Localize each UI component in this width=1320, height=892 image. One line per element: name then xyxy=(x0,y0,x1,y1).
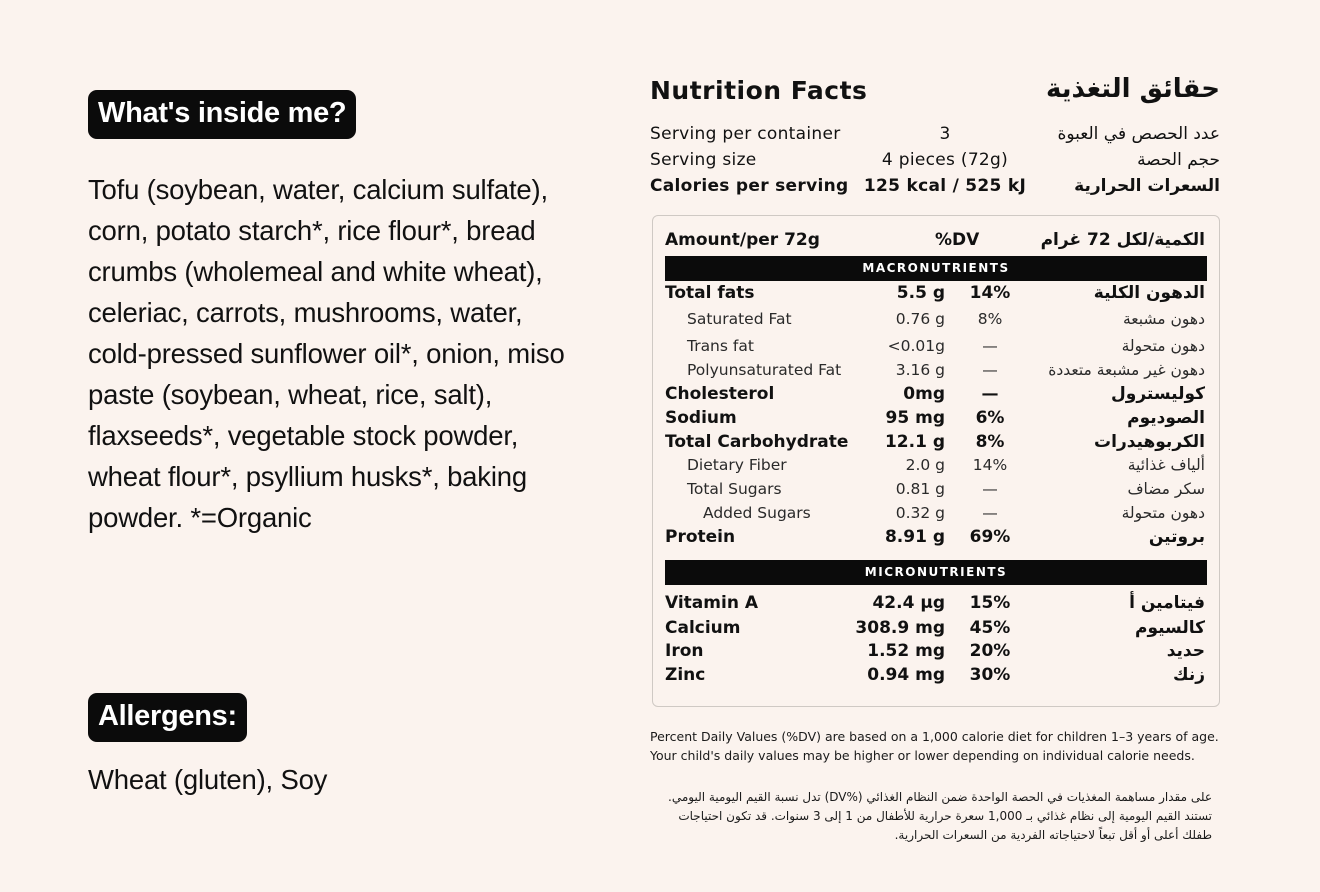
serving-label: Serving size xyxy=(650,150,757,170)
nutrition-header xyxy=(650,72,1220,112)
nutrient-name-ar: كوليسترول xyxy=(1111,384,1205,404)
macronutrients-band: MACRONUTRIENTS xyxy=(665,256,1207,281)
nutrient-name-ar: بروتين xyxy=(1148,527,1205,547)
nutrient-amount: 5.5 g xyxy=(896,283,945,303)
nutrient-dv: 30% xyxy=(969,665,1011,685)
nutrient-amount: 0.94 mg xyxy=(867,665,945,685)
table-header xyxy=(665,230,1205,252)
nutrient-row xyxy=(665,432,1205,456)
nutrient-name: Iron xyxy=(665,641,704,661)
serving-row xyxy=(650,174,1220,200)
nutrient-name: Polyunsaturated Fat xyxy=(687,361,842,379)
nutrient-name: Total Carbohydrate xyxy=(665,432,849,452)
nutrient-name-ar: الكربوهيدرات xyxy=(1094,432,1205,452)
allergens-heading: Allergens: xyxy=(88,693,247,742)
nutrient-dv: — xyxy=(982,361,998,379)
nutrient-dv: 14% xyxy=(972,456,1008,474)
nutrient-dv: 69% xyxy=(969,527,1011,547)
nutrient-dv: 14% xyxy=(969,283,1011,303)
footnote-en: Percent Daily Values (%DV) are based on a 1,000 calorie diet for children 1–3 years of age. Your child's daily values may be higher or lower depending on individual calorie needs. xyxy=(650,729,1219,763)
nutrient-row xyxy=(665,480,1205,504)
nutrient-name: Protein xyxy=(665,527,736,547)
nutrient-dv: — xyxy=(982,337,998,355)
nutrient-name-ar: حديد xyxy=(1166,641,1205,661)
amount-header: Amount/per 72g xyxy=(665,230,820,250)
nutrition-title-ar: حقائق التغذية xyxy=(1046,74,1220,104)
nutrient-amount: 8.91 g xyxy=(884,527,945,547)
nutrient-row xyxy=(665,593,1205,617)
nutrient-name: Total fats xyxy=(665,283,755,303)
serving-info xyxy=(650,122,1220,200)
allergens-section xyxy=(88,693,327,796)
nutrient-name: Sodium xyxy=(665,408,737,428)
whats-inside-heading: What's inside me? xyxy=(88,90,356,139)
nutrient-name: Calcium xyxy=(665,618,741,638)
nutrient-name-ar: دهون متحولة xyxy=(1121,504,1205,522)
nutrient-name-ar: الصوديوم xyxy=(1127,408,1205,428)
nutrient-dv: — xyxy=(982,480,998,498)
nutrient-amount: 3.16 g xyxy=(895,361,945,379)
nutrient-amount: 0.81 g xyxy=(895,480,945,498)
serving-value: 3 xyxy=(939,124,951,144)
nutrient-name: Cholesterol xyxy=(665,384,775,404)
serving-row xyxy=(650,122,1220,148)
serving-row xyxy=(650,148,1220,174)
nutrient-row xyxy=(665,665,1205,689)
nutrition-facts-panel xyxy=(650,72,1220,685)
nutrient-name: Zinc xyxy=(665,665,706,685)
nutrient-dv: 8% xyxy=(977,310,1003,328)
ingredients-text: Tofu (soybean, water, calcium sulfate), corn, potato starch*, rice flour*, bread crumbs (wholemeal and white wheat), celeriac, carrots, mushrooms, water, cold-pressed sunflower oil*, onion, miso paste (soybean, wheat, rice, salt), flaxseeds*, vegetable stock powder, wheat flour*, psyllium husks*, baking powder. *=Organic xyxy=(88,174,565,533)
nutrient-name-ar: الدهون الكلية xyxy=(1093,283,1205,303)
nutrient-name: Saturated Fat xyxy=(687,310,792,328)
nutrient-row xyxy=(665,384,1205,408)
nutrient-name-ar: دهون متحولة xyxy=(1121,337,1205,355)
nutrient-row xyxy=(665,527,1205,551)
nutrient-amount: 12.1 g xyxy=(884,432,945,452)
nutrient-amount: <0.01g xyxy=(887,337,945,355)
amount-header-ar: الكمية/لكل 72 غرام xyxy=(1040,230,1205,250)
nutrient-dv: — xyxy=(982,504,998,522)
serving-label-ar: حجم الحصة xyxy=(1137,150,1220,170)
nutrient-name-ar: سكر مضاف xyxy=(1127,480,1205,498)
ingredients-section xyxy=(88,90,588,538)
serving-value: 125 kcal / 525 kJ xyxy=(863,176,1027,196)
nutrient-name: Total Sugars xyxy=(687,480,782,498)
nutrient-amount: 0.32 g xyxy=(895,504,945,522)
serving-label-ar: السعرات الحرارية xyxy=(1074,176,1220,196)
serving-label: Serving per container xyxy=(650,124,841,144)
nutrient-name-ar: ألياف غذائية xyxy=(1127,456,1205,474)
nutrient-name-ar: دهون مشبعة xyxy=(1123,310,1205,328)
nutrient-amount: 95 mg xyxy=(885,408,945,428)
nutrient-dv: 8% xyxy=(975,432,1005,452)
nutrient-name-ar: دهون غير مشبعة متعددة xyxy=(1048,361,1205,379)
nutrient-row xyxy=(665,641,1205,665)
serving-value: 4 pieces (72g) xyxy=(881,150,1009,170)
nutrient-dv: 45% xyxy=(969,618,1011,638)
nutrient-name: Added Sugars xyxy=(703,504,811,522)
nutrient-row xyxy=(665,618,1205,642)
micronutrients-band: MICRONUTRIENTS xyxy=(665,560,1207,585)
nutrition-title-en: Nutrition Facts xyxy=(650,76,868,105)
nutrient-dv: 15% xyxy=(969,593,1011,613)
nutrient-dv: 6% xyxy=(975,408,1005,428)
allergens-text: Wheat (gluten), Soy xyxy=(88,764,328,795)
nutrient-row xyxy=(665,456,1205,480)
nutrient-name-ar: فيتامين أ xyxy=(1129,593,1205,613)
nutrient-name: Dietary Fiber xyxy=(687,456,787,474)
nutrient-amount: 0mg xyxy=(903,384,945,404)
nutrient-row xyxy=(665,337,1205,361)
dv-header: %DV xyxy=(935,230,980,250)
nutrient-name-ar: كالسيوم xyxy=(1134,618,1205,638)
nutrient-row xyxy=(665,310,1205,334)
nutrition-table xyxy=(652,215,1220,707)
nutrient-row xyxy=(665,361,1205,385)
nutrient-name-ar: زنك xyxy=(1173,665,1205,685)
serving-label-ar: عدد الحصص في العبوة xyxy=(1057,124,1220,144)
nutrient-name: Vitamin A xyxy=(665,593,759,613)
footnote-ar: على مقدار مساهمة المغذيات في الحصة الواحدة ضمن النظام الغذائي (%DV) تدل نسبة القيم اليومية اليومي. تستند القيم اليومية إلى نظام غذائي بـ 1,000 سعرة حرارية للأطفال من 1 إلى 3 سنوات. قد تكون احتياجات طفلك أعلى أو أقل تبعاً لاحتياجاته الفردية من السعرات الحرارية. xyxy=(668,790,1212,842)
nutrient-row xyxy=(665,283,1205,307)
nutrient-amount: 0.76 g xyxy=(895,310,945,328)
nutrient-row xyxy=(665,408,1205,432)
nutrient-amount: 1.52 mg xyxy=(867,641,945,661)
nutrient-amount: 2.0 g xyxy=(905,456,945,474)
nutrient-dv: 20% xyxy=(969,641,1011,661)
nutrient-dv: — xyxy=(981,384,999,404)
nutrient-row xyxy=(665,504,1205,528)
serving-label: Calories per serving xyxy=(650,176,849,196)
nutrient-name: Trans fat xyxy=(687,337,754,355)
nutrient-amount: 42.4 µg xyxy=(872,593,945,613)
nutrient-amount: 308.9 mg xyxy=(855,618,945,638)
